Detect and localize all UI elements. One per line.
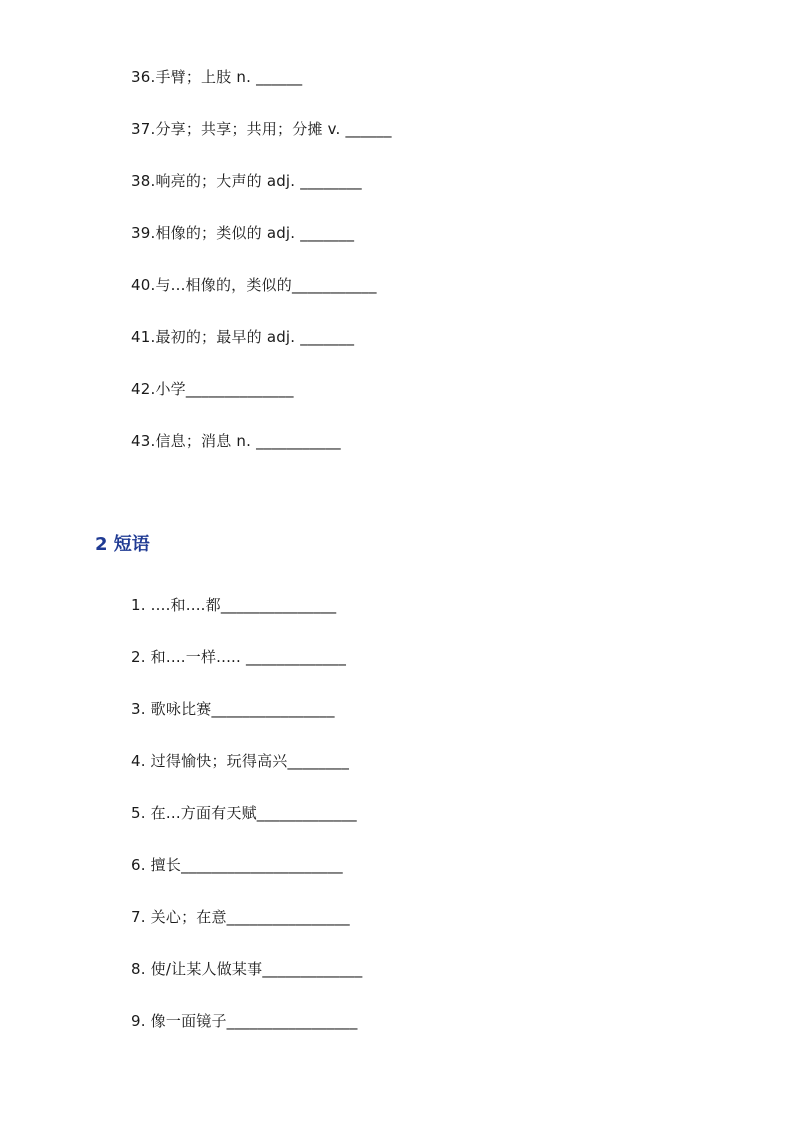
phrase-item: 4. 过得愉快；玩得高兴________ [131, 752, 350, 770]
phrase-item: 1. ....和....都_______________ [131, 596, 337, 614]
vocab-item: 42.小学______________ [131, 380, 294, 398]
vocab-item: 40.与...相像的，类似的___________ [131, 276, 377, 294]
phrase-item: 7. 关心；在意________________ [131, 908, 350, 926]
phrase-item: 3. 歌咏比赛________________ [131, 700, 335, 718]
vocab-item: 43.信息；消息 n. ___________ [131, 432, 341, 450]
vocab-item: 41.最初的；最早的 adj. _______ [131, 328, 355, 346]
phrase-item: 9. 像一面镜子_________________ [131, 1012, 358, 1030]
vocab-item: 39.相像的；类似的 adj. _______ [131, 224, 355, 242]
phrase-item: 6. 擅长_____________________ [131, 856, 343, 874]
vocab-item: 37.分享；共享；共用；分摊 v. ______ [131, 120, 392, 138]
phrase-item: 8. 使/让某人做某事_____________ [131, 960, 363, 978]
phrase-item: 5. 在...方面有天赋_____________ [131, 804, 357, 822]
vocab-item: 38.响亮的；大声的 adj. ________ [131, 172, 362, 190]
phrase-item: 2. 和....一样..... _____________ [131, 648, 347, 666]
section-heading: 2 短语 [95, 534, 150, 555]
vocab-item: 36.手臂；上肢 n. ______ [131, 68, 303, 86]
